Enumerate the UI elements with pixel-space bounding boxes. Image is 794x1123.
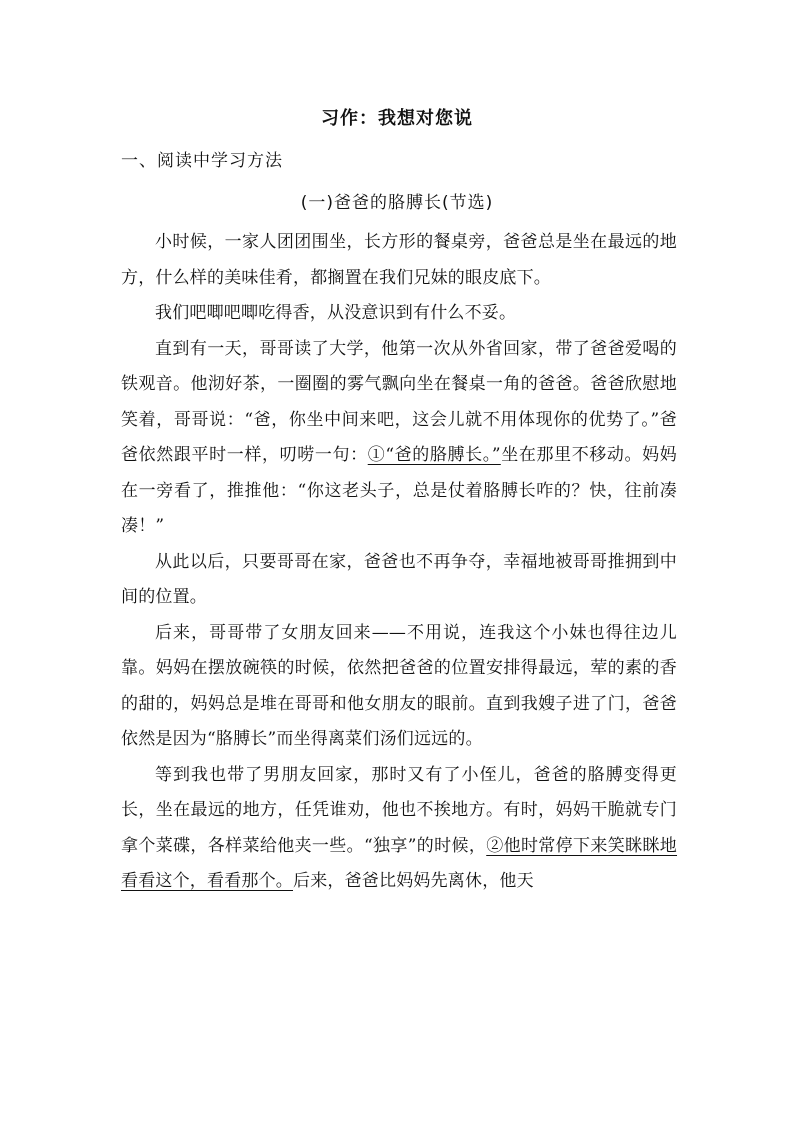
paragraph-text: 我们吧唧吧唧吃得香，从没意识到有什么不妥。 (155, 303, 517, 323)
paragraph-1 (121, 225, 677, 296)
paragraph-text: 等到我也带了男朋友回家，那时又有了小侄儿，爸爸的胳膊变得更长，坐在最远的地方，任凭谁劝，他也不挨地方。有时，妈妈干脆就专门拿个菜碟，各样菜给他夹一些。“独享”的时候， (121, 764, 677, 856)
paragraph-text: 小时候，一家人团团围坐，长方形的餐桌旁，爸爸总是坐在最远的地方，什么样的美味佳肴，都搁置在我们兄妹的眼皮底下。 (121, 232, 677, 288)
passage-body (121, 225, 677, 900)
passage-title: (一)爸爸的胳膊长(节选) (300, 193, 494, 213)
paragraph-text: 后来，哥哥带了女朋友回来——不用说，连我这个小妹也得往边儿靠。妈妈在摆放碗筷的时候，依然把爸爸的位置安排得最远，荤的素的香的甜的，妈妈总是堆在哥哥和他女朋友的眼前。直到我嫂子进了门，爸爸依然是因为“胳膊长”而坐得离菜们汤们远远的。 (121, 622, 677, 749)
paragraph-3 (121, 332, 677, 545)
paragraph-text: 后来，爸爸比妈妈先离休，他天 (293, 871, 534, 891)
paragraph-text: 直到有一天，哥哥读了大学，他第一次从外省回家，带了爸爸爱喝的铁观音。他沏好茶，一圈圈的雾气飘向坐在餐桌一角的爸爸。爸爸欣慰地笑着，哥哥说：“爸，你坐中间来吧，这会儿就不用体现你的优势了。”爸爸依然跟平时一样，叨唠一句： (121, 338, 677, 465)
underlined-sentence-1: ①“爸的胳膊长。” (367, 445, 501, 465)
section-heading: 一、阅读中学习方法 (121, 151, 283, 171)
paragraph-text: 坐在那里不移动。妈妈在一旁看了，推推他：“你这老头子，总是仗着胳膊长咋的？快，往前凑凑！” (121, 445, 677, 536)
paragraph-text: 从此以后，只要哥哥在家，爸爸也不再争夺，幸福地被哥哥推拥到中间的位置。 (121, 551, 677, 607)
paragraph-2 (121, 296, 677, 332)
paragraph-5 (121, 616, 677, 758)
paragraph-4 (121, 545, 677, 616)
paragraph-6 (121, 758, 677, 900)
underlined-sentence-2: ②他时常停下来笑眯眯地看看这个，看看那个。 (121, 835, 678, 891)
document-title: 习作：我想对您说 (321, 108, 473, 129)
